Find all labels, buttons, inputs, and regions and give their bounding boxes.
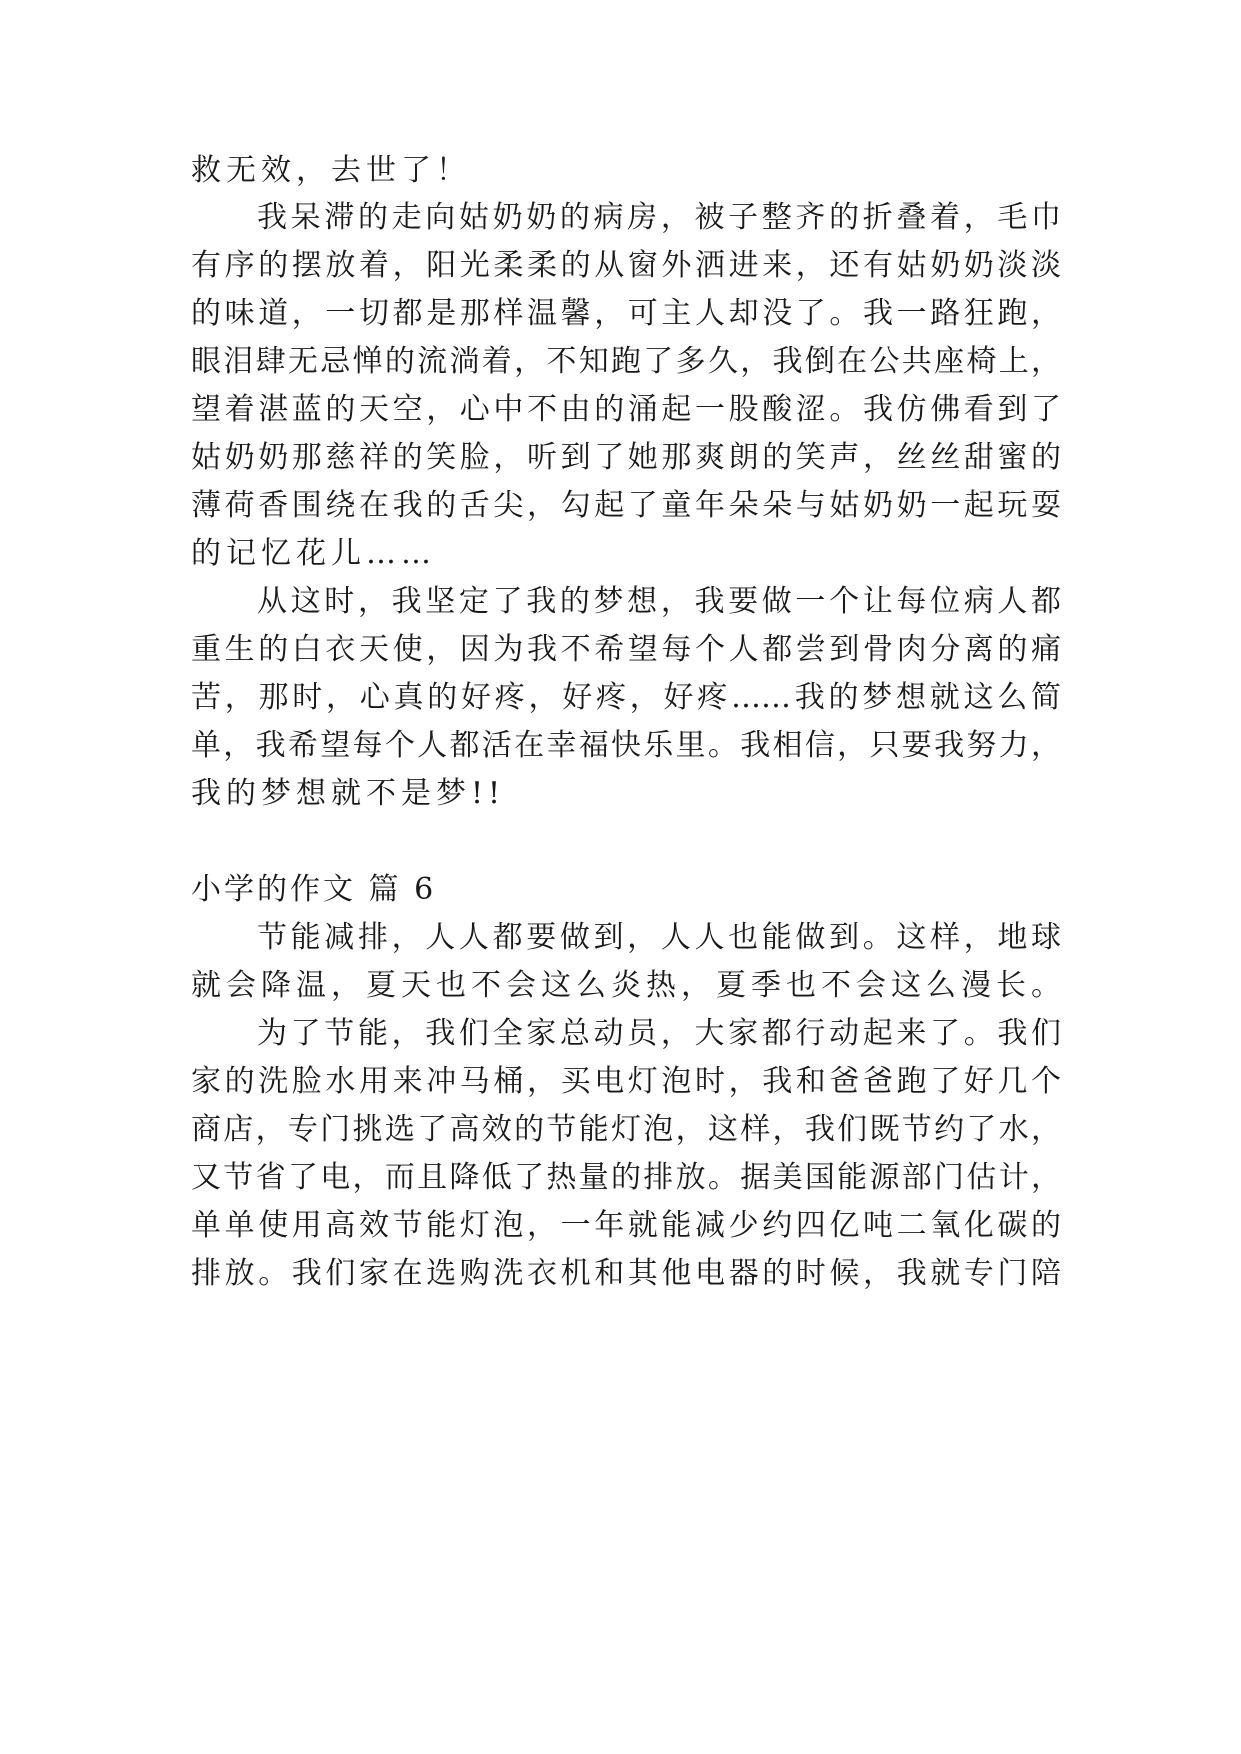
text-line: 从这时，我坚定了我的梦想，我要做一个让每位病人都 <box>257 584 1061 619</box>
text-line: 节能减排，人人都要做到，人人也能做到。这样，地球 <box>257 920 1061 955</box>
text-line: 我呆滞的走向姑奶奶的病房，被子整齐的折叠着，毛巾 <box>257 200 1061 235</box>
text-line: 的记忆花儿…… <box>191 536 436 571</box>
text-line: 苦，那时，心真的好疼，好疼，好疼……我的梦想就这么简 <box>191 680 1061 715</box>
text-line: 望着湛蓝的天空，心中不由的涌起一股酸涩。我仿佛看到了 <box>191 392 1061 427</box>
text-line: 又节省了电，而且降低了热量的排放。据美国能源部门估计， <box>191 1160 1061 1195</box>
text-line: 眼泪肆无忌惮的流淌着，不知跑了多久，我倒在公共座椅上， <box>191 344 1061 379</box>
text-line: 救无效，去世了！ <box>191 153 471 188</box>
text-line: 单，我希望每个人都活在幸福快乐里。我相信，只要我努力， <box>191 728 1061 763</box>
text-line: 就会降温，夏天也不会这么炎热，夏季也不会这么漫长。 <box>191 968 1061 1003</box>
section-heading: 小学的作文 篇 6 <box>191 872 437 907</box>
text-line: 的味道，一切都是那样温馨，可主人却没了。我一路狂跑， <box>191 296 1061 331</box>
text-line: 薄荷香围绕在我的舌尖，勾起了童年朵朵与姑奶奶一起玩耍 <box>191 488 1061 523</box>
text-line: 我的梦想就不是梦!! <box>191 776 506 811</box>
text-line: 单单使用高效节能灯泡，一年就能减少约四亿吨二氧化碳的 <box>191 1208 1061 1243</box>
text-line: 商店，专门挑选了高效的节能灯泡，这样，我们既节约了水， <box>191 1112 1061 1147</box>
text-line: 姑奶奶那慈祥的笑脸，听到了她那爽朗的笑声，丝丝甜蜜的 <box>191 440 1061 475</box>
text-line: 重生的白衣天使，因为我不希望每个人都尝到骨肉分离的痛 <box>191 632 1061 667</box>
text-line: 有序的摆放着，阳光柔柔的从窗外洒进来，还有姑奶奶淡淡 <box>191 248 1061 283</box>
text-line: 排放。我们家在选购洗衣机和其他电器的时候，我就专门陪 <box>191 1256 1061 1291</box>
text-line: 家的洗脸水用来冲马桶，买电灯泡时，我和爸爸跑了好几个 <box>191 1064 1061 1099</box>
text-line: 为了节能，我们全家总动员，大家都行动起来了。我们 <box>257 1016 1061 1051</box>
